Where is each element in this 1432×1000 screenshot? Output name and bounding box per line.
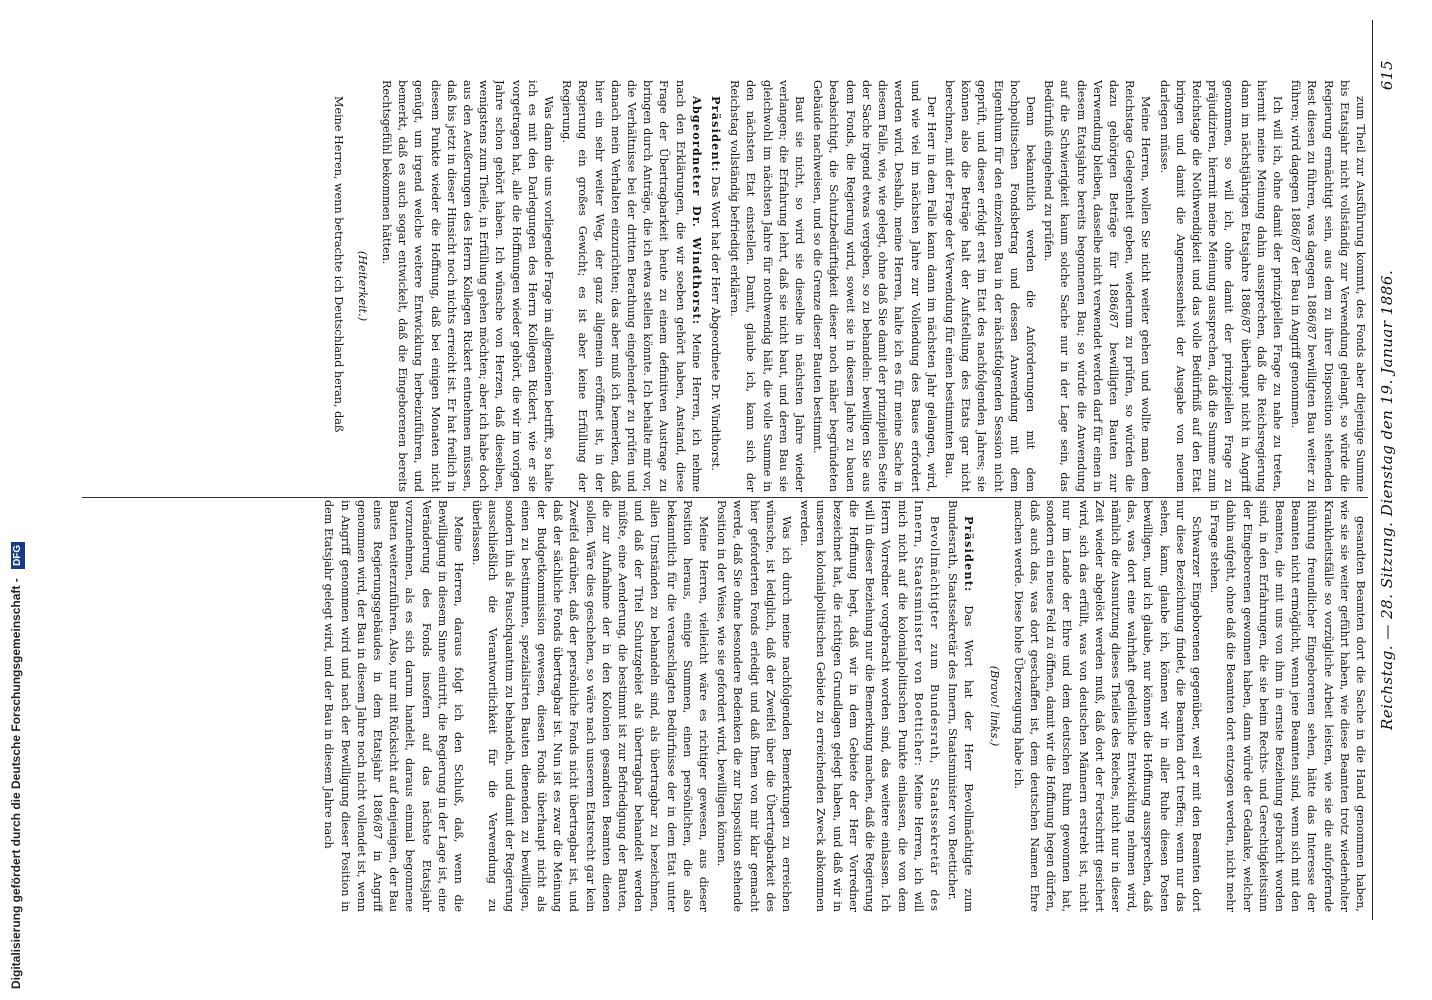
text-column-right [82, 80, 1368, 492]
column-divider [82, 497, 1368, 498]
interjection: (Heiterkeit.) [355, 250, 369, 322]
speech-text: Meine Herren, ich will mich nicht auf die kolonialpolitischen Punkte einlassen, die von dem Herrn Vorredner vorgebracht worden sind, das weitere einlassen. Ich will in dieser Beziehung nur die Bemerkung machen, daß die Regierung die Hoffnung hegt, daß wir in dem Gebiete der Herr Vorredner bezeichnet hat, die richtigen Grundlagen gelegt haben, und daß wir in unseren kolonialpolitischen Gebiete zu erreichenden Zweck abkommen werden. [798, 500, 925, 912]
speech [796, 500, 942, 912]
paragraph: zum Theil zur Ausführung kommt, des Fonds aber diejenige Summe bis Etatsjahr nicht vollständig zur Verwendung gelangt, so würde die Regierung ermächtigt sein, aus dem zu ihrer Disposition stehenden Rest diesen zu führen, was dagegen 1886/87 bewilligten Bau weiter zu führen; wird dagegen 1886/87 der Bau in Angriff genommen. [1289, 80, 1367, 492]
paragraph: Meine Herren, daraus folgt ich den Schluß, daß, wenn die Bewilligung in diesem Sinne eintritt, die Regierung in der Lage ist, eine Veränderung des Fonds insofern auf das nächste Etatsjahr vorzunehmen, als es sich darum handelt, daraus einmal begonnene Bauten weiterzuführen. Also, nur mit Rücksicht auf denjenigen, der Bau eines Regierungsgebäudes in dem Etatsjahr 1886/87 in Angriff genommen wird, der Bau in diesem Jahre noch nicht vollendet ist, wenn in Angriff genommen wird und nach der Bewilligung dieser Position in dem Etatsjahr gelegt wird, und der Bau in diesem Jahre nach [322, 500, 466, 912]
header-rule [1372, 20, 1373, 920]
page-number: 615 [1378, 60, 1396, 91]
paragraph: Meine Herren, vielleicht wäre es richtiger gewesen, aus dieser Position heraus, einige Summen, einen persönlichen, die also bekanntlich für die veranschlagten Bedürfnisse der in dem Etat unter allen Umständen zu behandeln sind, als übertragbar zu bezeichnen, und daß der Titel Schutzgebiet als übertragbar behandelt werden müßte, eine Aenderung, die bestimmt ist zur Befriedigung der Bauten, die zur Aufnahme der in den Kolonien gesandten Beamten dienen sollen. Wäre dies geschehen, so wäre nach unserem Etatsrecht gar kein Zweifel darüber, daß der persönliche Fonds nicht übertragbar ist, und daß der sächliche Fonds übertragbar ist. Nun ist es zwar die Meinung der Budgetkommission gewesen, diesen Fonds überhaupt nicht als einen zu bestimmten, spezialisirten Bauten dienenden zu bewilligen, sondern ihn als Pauschquantum zu behandeln, und damit der Regierung ausschließlich die Verantwortlichkeit für die Verwendung zu überlassen. [470, 500, 711, 912]
speaker-label: Präsident: [709, 96, 724, 173]
header-title: Reichstag. — 28. Sitzung. Dienstag den 19. Januar 1886. [1378, 269, 1396, 730]
paragraph: Ich will ich, ohne damit der prinzipiellen Frage zu nahe zu treten, hiermit meine Meinung dahin aussprechen, daß die Reichsregierung dann im nächstjährigen Etatsjahre 1886/87 überhaupt nicht in Angriff genommen, so will ich, ohne damit der prinzipiellen Frage zu präjudiziren, hiermit meine Meinung aussprechen, daß die Summe zum Reichstage die Nothwendigkeit und das volle Bedürfniß auf den Etat bringen und damit die Angemessenheit der Ausgabe von neuem darlegen müsse. [1157, 80, 1284, 492]
paragraph: Meine Herren, wenn betrachte ich Deutschland heran, daß [331, 96, 345, 433]
speaker-label: Abgeordneter Dr. Windthorst: [689, 96, 704, 326]
paragraph: Schwarzer Eingeborenen gegenüber, weil er mit den Beamten dort nur diese Bezeichnung findet, die Beamten dort treffen; wenn nur das sehen, kann, glaube ich, können wir in aller Ruhe diesen Posten bewilligen, und ich glaube, nur können die Hoffnung aussprechen, daß das, was dort eine wahrhaft gedeihliche Entwicklung nehmen wird, nämlich die Ausnutzung dieses Theiles des Reiches, nicht nur in dieser Zeit wieder abgelöst werden muß, daß dort der Fortschritt gesichert wird, sich das erfüllt, was von deutschen Männern erstrebt ist, nicht nur im Lande der Ehre und dem deutschen Ruhm gewonnen hat, sondern ein neues Feld zu öffnen, damit wir die Hoffnung hegen dürfen, daß auch das, was dort geschaffen ist, dem deutschen Namen Ehre machen werde. Diese hohe Überzeugung habe ich. [1011, 500, 1203, 912]
speaker-label: Bevollmächtigter zum Bundesrath, Staatssekretär des Innern, Staatsminister von Boetticher: [911, 500, 941, 912]
speaker-label: Präsident: [962, 516, 977, 593]
running-header [1378, 20, 1402, 920]
president-remark [707, 80, 724, 492]
paragraph: gesandten Beamten dort die Sache in die Hand genommen haben, wie sie sie weiter geführt haben, wie diese Beamten trotz wiederholter Krankheitsfälle so vorzügliche Arbeit leisten, wie sie die aufopfernde Rührung freundlicher Eingeborenen sehen, hätte das Interesse der Beamten nicht ermöglicht, wenn jene Beamten sind, wenn sich mit den Beamten, die mit uns von ihm in ernste Beziehung gebracht worden sind, in den Erfahrungen, die sie beim Rechts- und Gerechtigkeitssinn der Eingeborenen gewonnen haben, dann würde der Gedanke, welcher dahin aufgeht, ohne daß die Beamten dort entzogen werden, nicht mehr in Frage stehen. [1208, 500, 1367, 912]
paragraph: Meine Herren, wollen Sie nicht weiter gehen und wollte man dem Reichstage Gelegenheit geben, wiederum zu prüfen, so würden die dazu gehörigen Beträge für 1886/87 bewilligten Bauten zur Verwendung bleiben, dasselbe nicht verwendet werden darf für einen in diesem Etatsjahre bereits begonnenen Bau; so würde die Anwendung auf die Schwierigkeit kaum solche Sache nur in der Lage sein, das Bedürfniß eingehend zu prüfen. [1042, 80, 1153, 492]
paragraph: Der Herr in dem Falle kann dann im nächsten Jahr gelangen, wird, und wie viel im nächsten Jahre zur Vollendung des Baues erfordert werden wird. Deshalb, meine Herren, halte ich es für meine Sache in diesem Falle, wie, wie gelegt, ohne daß Sie damit der prinzipiellen Seite der Sache irgend etwas vergeben, so zu behandeln: bewilligen Sie aus dem Fonds, die Regierung wird, soweit sie in diesem Jahre zu bauen beabsichtigt, die Schutzbedürftigkeit dieser noch näher begründeten Gebäude nachweisen, und so die Grenze dieser Bauten bestimmt. [811, 80, 938, 492]
interjection: (Bravo! links.) [987, 665, 1001, 747]
speech-text: Meine Herren, ich nehme nach den Erklärungen, die wir soeben gehört haben, Anstand, diese Frage der Übertragbarkeit heute zu einem definitiven Austrage zu bringen durch Anträge, die ich etwa stellen könnte. Ich behalte mir vor, die Verhältnisse bei der dritten Berathung eingehender zu prüfen und danach mein Verhalten einzurichten; das aber muß ich bemerken, daß hier ein sehr weiter Weg, der ganz allgemein eröffnet ist, in der Regierung ein großes Gewicht; es ist aber keine Erfüllung der Regierung. [560, 80, 703, 492]
paragraph: Denn bekanntlich werden die Anforderungen mit dem hochpolitischen Fondsbetrag und dessen Anwendung mit dem Eigenthum für den einzelnen Bau in der nächstfolgenden Session nicht geprüft, und dieser erfolgt erst im Etat des nachfolgenden Jahres; sie können also die Beträge halt der Aufstellung des Etats gar nicht berechnen, mit der Frage der Verwendung für einen bestimmten Bau. [942, 80, 1037, 492]
paragraph: Was ich durch meine nachfolgenden Bemerkungen zu erreichen wünsche, ist lediglich, daß der Zweifel über die Übertragbarkeit des hier geforderten Fonds erledigt und daß Ihnen von mir klar gemacht werde, daß Sie ohne besondere Bedenken die zur Disposition stehende Position in der Weise, wie sie gefordert wird, bewilligen können. [715, 500, 794, 912]
paragraph: Was dann die uns vorliegende Frage im allgemeinen betrifft, so halte ich es mit den Darlegungen des Herrn Kollegen Rickert, wie er sie vorgetragen hat, alle die Hoffnungen wieder gehört, die wir im vorigen Jahre schon gehört haben. Ich wünsche von Herzen, daß dieselben, wenigstens zum Theile, in Erfüllung gehen möchten; aber ich habe doch aus den Aeußerungen des Herrn Kollegen Rickert entnehmen müssen, daß bis jetzt in dieser Hinsicht noch nichts erreicht ist. Er hat freilich in diesem Punkte wieder die Hoffnung, daß bei einigen Monaten nicht genügt, um irgend welche weitere Entwicklung herbeizuführen, und bemerkt, daß es auch sogar entwickelt, daß die Eingeborenen bereits Rechtsgefühl bekommen hätten. [380, 80, 556, 492]
remark-text: Das Wort hat der Herr Abgeordnete Dr. Windthorst. [709, 176, 723, 471]
remark-text: Das Wort hat der Herr Bevollmächtigte zum Bundesrath, Staatssekretär des Innern, Staatsminister von Boetticher. [946, 500, 976, 912]
funding-text: Digitalisierung gefördert durch die Deutsche Forschungsgemeinschaft - [9, 578, 23, 989]
dfg-logo: DFG [11, 542, 25, 569]
president-remark [944, 500, 977, 912]
speech [558, 80, 705, 492]
text-column-left [82, 500, 1368, 912]
paragraph: Baut sie nicht, so wird sie dieselbe in nächsten Jahre wieder verlangen; die Erfahrung lehrt, daß sie nicht baut, und deren Bau sie gleichwohl im nächsten Jahre für nothwendig hält, die volle Summe in den nächsten Etat einstellen. Damit, glaube ich, kann sich der Reichstag vollständig befriedigt erklären. [728, 80, 807, 492]
